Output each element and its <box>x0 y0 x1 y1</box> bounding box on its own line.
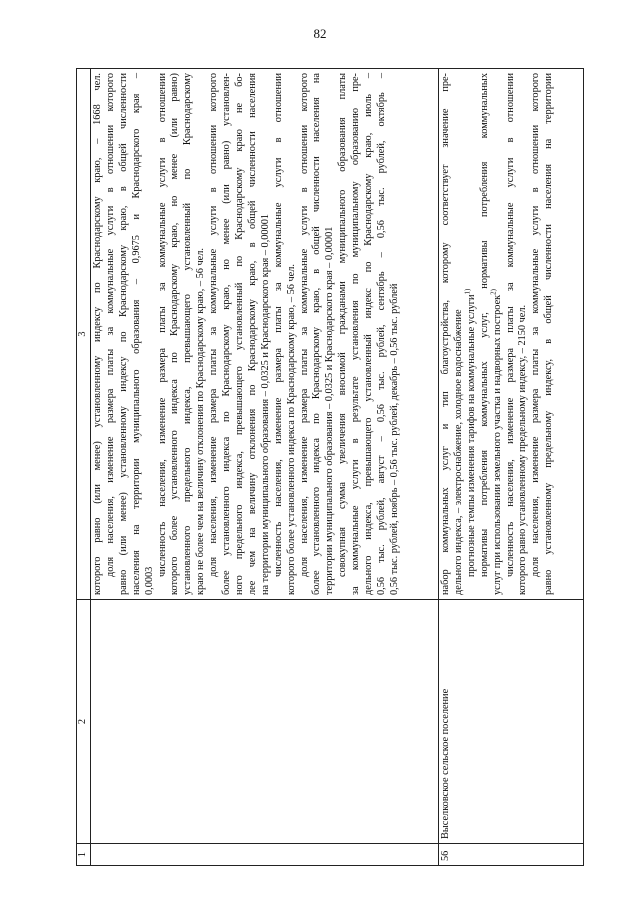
text-line: доля населения, изменение размера платы за коммунальные услуги в отношении которого <box>104 73 116 577</box>
text-line: численность населения, изменение размера платы за коммунальные услуги в отношении <box>272 73 284 577</box>
text-line: более установленного индекса по Краснодарскому краю, в общей численности населения на <box>311 73 323 595</box>
indices-table <box>76 68 584 866</box>
text-line: установленного предельного индекса, превышающего установленный по Краснодарскому <box>182 73 194 595</box>
page-number: 82 <box>313 26 327 41</box>
indicators-cell <box>439 69 584 600</box>
footnote-marker: 1) <box>463 288 472 295</box>
text-line: численность населения, изменение размера платы за коммунальные услуги в отношении <box>504 73 516 577</box>
text-line: на территории муниципального образования – 0,0325 и Краснодарского края – 0,00001 <box>259 213 271 595</box>
text-line: равно (или менее) установленному индексу по Краснодарскому краю, в общей численности <box>117 73 129 595</box>
text-line: совокупная сумма увеличения вносимой гражданами муниципального образования платы <box>337 73 349 577</box>
text-line: территории муниципального образования – 0,0325 и Краснодарского края – 0,00001 <box>324 226 336 595</box>
text-line: численность населения, изменение размера платы за коммунальные услуги в отношении <box>156 73 168 577</box>
text-line: дельного индекса, – электроснабжение, холодное водоснабжение <box>452 309 464 595</box>
indicators-cell <box>91 69 439 600</box>
text-line: которого равно (или менее) установленному индексу по Краснодарскому краю, – 1668 чел. <box>92 73 103 595</box>
text-line: краю не более чем на величину отклонения по Краснодарскому краю, – 56 чел. <box>195 248 207 595</box>
text-line: лее чем на величину отклонения по Краснодарскому краю, в общей численности населения <box>246 73 258 595</box>
row-number-cell: 56 <box>439 844 584 866</box>
table-row-continued <box>91 69 439 866</box>
text-line <box>489 73 505 595</box>
text-line: доля населения, изменение размера платы за коммунальные услуги в отношении которого <box>208 73 220 577</box>
text-line: населения на территории муниципального образования – 0,9675 и Краснодарского края – <box>130 73 142 595</box>
municipality-name-cell: Выселковское сельское поселение <box>439 600 584 844</box>
row-number-cell <box>91 844 439 866</box>
text-line: набор коммунальных услуг и тип благоустройства, которому соответствует значение пре- <box>440 73 451 595</box>
text-line: которого равно установленному предельному индексу, – 2150 чел. <box>517 304 529 595</box>
text-line: за коммунальные услуги в результате установления по муниципальному образованию пре- <box>350 73 362 595</box>
text-line-content: услуг при использовании земельного участка и надворных построек <box>491 294 503 595</box>
text-line: 0,0003 <box>143 566 155 595</box>
footnote-marker: 2) <box>489 288 498 295</box>
header-row <box>77 69 91 866</box>
text-line: которого более установленного индекса по Краснодарскому краю, – 56 чел. <box>285 264 297 595</box>
rotated-table-area <box>76 69 584 866</box>
text-line: доля населения, изменение размера платы за коммунальные услуги в отношении которого <box>298 73 310 577</box>
text-line: более установленного индекса по Краснодарскому краю, но менее (или равно) установлен- <box>221 73 233 595</box>
text-line: 0,56 тыс. рублей, ноябрь – 0,56 тыс. рублей, декабрь – 0,56 тыс. рублей <box>388 283 400 595</box>
header-col-1: 1 <box>77 844 91 866</box>
text-line: ного предельного индекса, превышающего установленный по Краснодарскому краю не бо- <box>233 73 245 595</box>
text-line: доля населения, изменение размера платы за коммунальные услуги в отношении которого <box>530 73 542 577</box>
text-line: которого более установленного индекса по Краснодарскому краю, но менее (или равно) <box>169 73 181 595</box>
text-line-content: прогнозные темпы изменения тарифов на коммунальные услуги <box>465 294 477 577</box>
text-line: равно установленному предельному индексу, в общей численности населения на территории <box>543 73 555 595</box>
text-line: дельного индекса, превышающего установленный индекс по Краснодарскому краю, июль – <box>363 73 375 595</box>
text-line: нормативы потребления коммунальных услуг, нормативы потребления коммунальных <box>478 73 490 577</box>
header-col-2: 2 <box>77 600 91 844</box>
text-line <box>463 73 479 595</box>
rotated-table-container <box>76 69 584 866</box>
header-col-3: 3 <box>77 69 91 600</box>
text-line: 0,56 тыс. рублей, август – 0,56 тыс. рублей, сентябрь – 0,56 тыс. рублей, октябрь – <box>375 73 387 595</box>
table-row-56 <box>439 69 584 866</box>
municipality-name-cell <box>91 600 439 844</box>
